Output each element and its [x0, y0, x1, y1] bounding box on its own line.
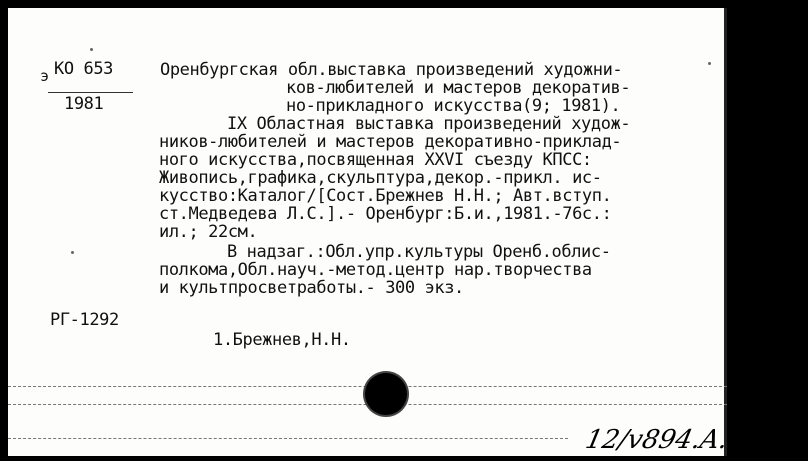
dashed-rule-3 [8, 438, 568, 439]
catalog-card [8, 8, 808, 456]
shelf-code-underline [48, 64, 133, 93]
speck [708, 62, 711, 65]
card-edge [724, 8, 727, 456]
body-line-4: Живопись,графика,скульптура,декор.-прикл. ис- [159, 168, 602, 188]
body-line-1: IX Областная выставка произведений худож- [227, 114, 631, 134]
punch-hole [365, 373, 407, 415]
heading-line-3: но-прикладного искусства(9; 1981). [286, 96, 621, 116]
speck [90, 48, 93, 51]
body-line-2: ников-любителей и мастеров декоративно-приклад- [159, 132, 622, 152]
note-line-3: и культпросветработы.- 300 экз. [159, 278, 464, 298]
body-line-7: ил.; 22см. [159, 222, 258, 242]
tracing-entry: 1.Брежнев,Н.Н. [213, 330, 351, 350]
body-line-6: ст.Медведева Л.С.].- Оренбург:Б.и.,1981.-76с.: [159, 204, 612, 224]
speck [71, 251, 74, 254]
year-label: 1981 [64, 94, 104, 114]
note-line-1: В надзаг.:Обл.упр.культуры Оренб.облис- [227, 242, 611, 262]
inventory-number: РГ-1292 [50, 310, 119, 330]
heading-line-2: ков-любителей и мастеров декоратив- [286, 78, 631, 98]
body-line-3: ного искусства,посвященная XXVI съезду КПСС: [159, 150, 592, 170]
body-line-5: кусство:Каталог/[Сост.Брежнев Н.Н.; Авт.вступ. [159, 186, 612, 206]
heading-line-1: Оренбургская обл.выставка произведений художни- [160, 60, 623, 80]
handwritten-mark: 12/v894.A.C.(кз) [582, 425, 808, 455]
note-line-2: полкома,Обл.науч.-метод.центр нар.творчества [159, 260, 592, 280]
shelf-prefix: э [40, 67, 49, 85]
shelf-code: КО 653 [54, 59, 114, 79]
